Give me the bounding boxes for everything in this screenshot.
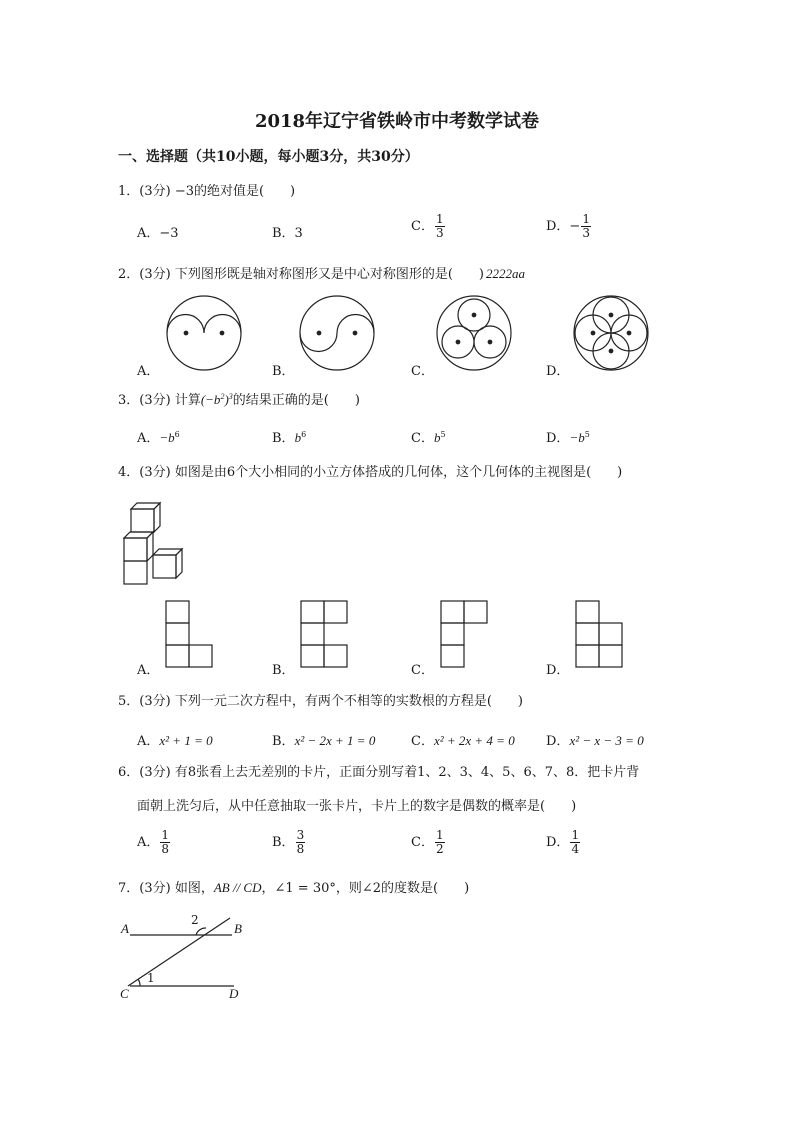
- option-label: B．: [272, 835, 295, 850]
- option-exp: 6: [174, 430, 180, 439]
- fraction-denominator: 3: [435, 226, 444, 240]
- q5-stem: 5．(3分) 下列一元二次方程中，有两个不相等的实数根的方程是( ): [118, 694, 523, 709]
- option-label: A．: [137, 431, 160, 446]
- q2-option-a[interactable]: A．: [137, 364, 160, 379]
- fraction-numerator: 1: [571, 828, 580, 842]
- q6-stem-line2: 面朝上洗匀后，从中任意抽取一张卡片，卡片上的数字是偶数的概率是( ): [137, 799, 577, 814]
- fraction-numerator: 1: [582, 212, 590, 226]
- section-heading: 一、选择题（共10小题，每小题3分，共30分）: [118, 149, 419, 165]
- point-label-c: C: [120, 986, 129, 1001]
- option-value: −b: [159, 430, 175, 445]
- q3-stem-suffix: 的结果正确的是( ): [232, 393, 360, 408]
- option-label: D．: [546, 431, 570, 446]
- point-label-b: B: [234, 921, 242, 936]
- expr-exp: 3: [228, 392, 233, 401]
- point-label-d: D: [229, 986, 239, 1001]
- fraction-numerator: 1: [435, 828, 444, 842]
- fraction-denominator: 8: [296, 842, 305, 856]
- option-label: B．: [272, 734, 295, 749]
- q4-option-a[interactable]: A．: [137, 663, 160, 678]
- option-label: D．: [546, 734, 570, 749]
- option-value: −b: [569, 430, 585, 445]
- q2-option-c[interactable]: C．: [411, 364, 434, 379]
- q4-option-c[interactable]: C．: [411, 663, 434, 678]
- expr-exp: 2: [220, 392, 225, 401]
- option-equation: x² − x − 3 = 0: [569, 733, 644, 748]
- fraction-denominator: 4: [571, 842, 580, 856]
- option-label: C．: [411, 734, 434, 749]
- q2-option-b[interactable]: B．: [272, 364, 295, 379]
- q2-stem-extra: 2222aa: [485, 266, 525, 281]
- q2-stem-text: 2．(3分) 下列图形既是轴对称图形又是中心对称图形的是( ): [118, 267, 484, 282]
- angle-label-2: 2: [191, 913, 199, 927]
- q1-option-b[interactable]: B．3: [272, 226, 303, 241]
- q4-stem: 4．(3分) 如图是由6个大小相同的小立方体搭成的几何体，这个几何体的主视图是( ): [118, 465, 623, 480]
- fraction-numerator: 1: [435, 212, 444, 226]
- q1-option-a[interactable]: A．−3: [137, 226, 179, 241]
- option-exp: 5: [440, 430, 446, 439]
- fraction-denominator: 2: [435, 842, 444, 856]
- transversal-line: [128, 918, 230, 986]
- option-value: b: [294, 430, 302, 445]
- option-label: C．: [411, 431, 434, 446]
- option-label: C．: [411, 835, 434, 850]
- fraction-denominator: 8: [161, 842, 170, 856]
- fraction-numerator: 3: [296, 828, 305, 842]
- option-value: b: [433, 430, 441, 445]
- point-label-a: A: [121, 921, 129, 936]
- option-equation: x² − 2x + 1 = 0: [294, 733, 376, 748]
- fraction-denominator: 3: [582, 226, 590, 240]
- option-label: A．: [137, 734, 160, 749]
- q1-option-d-label: D．−: [546, 219, 581, 234]
- angle-1-arc: [138, 979, 140, 986]
- expr-close: ): [224, 392, 229, 407]
- q3-stem-prefix: 3．(3分) 计算: [118, 393, 201, 408]
- q1-stem: 1．(3分) −3的绝对值是( ): [118, 184, 296, 199]
- q6-stem-line1: 6．(3分) 有8张看上去无差别的卡片，正面分别写着1、2、3、4、5、6、7、8．把卡片背: [118, 765, 640, 780]
- option-label: A．: [137, 835, 160, 850]
- expr-base: (−b: [200, 392, 221, 407]
- option-exp: 6: [301, 430, 307, 439]
- q2-option-d[interactable]: D．: [546, 364, 570, 379]
- q7-stem-suffix: ，∠1 = 30°，则∠2的度数是( ): [261, 881, 470, 896]
- q4-option-b[interactable]: B．: [272, 663, 295, 678]
- q1-option-c-label: C．: [411, 219, 434, 234]
- angle-2-arc: [196, 928, 206, 935]
- q4-option-d[interactable]: D．: [546, 663, 570, 678]
- option-equation: x² + 1 = 0: [159, 733, 213, 748]
- fraction-numerator: 1: [161, 828, 170, 842]
- option-label: D．: [546, 835, 570, 850]
- option-equation: x² + 2x + 4 = 0: [433, 733, 515, 748]
- q7-stem-parallel: AB // CD: [213, 880, 262, 895]
- angle-label-1: 1: [147, 971, 155, 985]
- option-label: B．: [272, 431, 295, 446]
- q7-stem-prefix: 7．(3分) 如图，: [118, 881, 214, 896]
- option-exp: 5: [584, 430, 590, 439]
- page-title: 2018年辽宁省铁岭市中考数学试卷: [254, 111, 540, 132]
